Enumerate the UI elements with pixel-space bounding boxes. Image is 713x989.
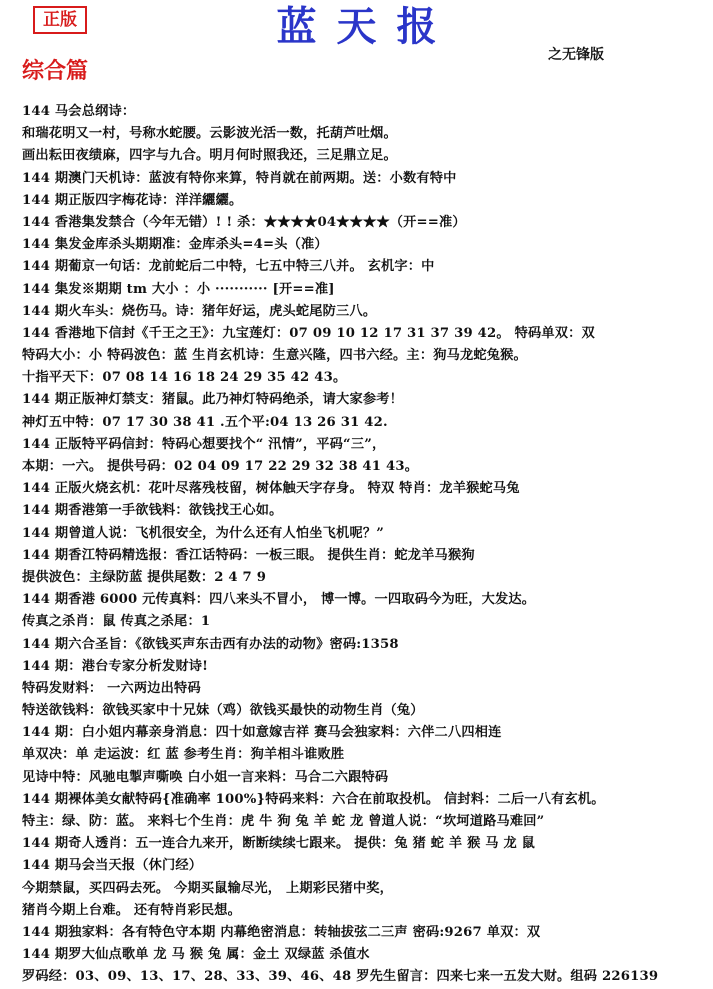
section-heading: 综合篇 [22,59,89,84]
text-line: 144 马会总纲诗： [22,104,136,119]
text-line: 144 期火车头：烧伤马。诗：猪年好运，虎头蛇尾防三八。 [22,303,377,319]
page-title: 蓝天报 [276,3,457,50]
text-line: 144 期奇人透肖：五一连合九来开，断断续续七跟来。 提供：兔 猪 蛇 羊 猴 马 龙 鼠 [22,836,536,852]
text-line: 144 期：港台专家分析发财诗! [22,658,209,674]
text-line: 144 期正版四字梅花诗：洋洋纚纚。 [22,192,243,208]
text-line: 今期禁鼠，买四码去死。 今期买鼠输尽光， 上期彩民猪中奖， [22,880,394,896]
text-line: 特码大小：小 特码波色：蓝 生肖玄机诗：生意兴隆，四书六经。主：狗马龙蛇兔猴。 [22,348,527,364]
text-line: 十指平天下：07 08 14 16 18 24 29 35 42 43。 [22,370,347,386]
text-line: 特送欲钱料：欲钱买家中十兄妹（鸡）欲钱买最快的动物生肖（兔） [22,703,424,719]
text-line: 见诗中特：风驰电掣声嘶唤 白小姐一言来料：马合二六跟特码 [22,769,389,785]
text-line: 提供波色：主绿防蓝 提供尾数：2 4 7 9 [22,569,267,585]
text-line: 144 期六合圣旨：《欲钱买声东击西有办法的动物》密码:1358 [22,636,399,652]
text-line: 神灯五中特：07 17 30 38 41 .五个平:04 13 26 31 42. [22,414,388,430]
text-line: 猪肖今期上台难。 还有特肖彩民想。 [22,902,241,918]
text-line: 144 正版特平码信封：特码心想要找个“ 汛情”，平码“三”， [22,436,386,452]
edition-subtitle: 之无锋版 [548,47,604,63]
text-line: 罗码经：03、09、13、17、28、33、39、46、48 罗先生留言：四来七来一五发大财。组码 226139 [22,969,659,985]
text-line: 144 期香江特码精选报：香江话特码：一板三眼。 提供生肖：蛇龙羊马猴狗 [22,547,475,563]
text-line: 和瑞花明又一村，号称水蛇腰。云影波光活一数，托葫芦吐烟。 [22,126,397,142]
text-line: 单双决：单 走运波：红 蓝 参考生肖：狗羊相斗谁败胜 [22,747,345,763]
text-line: 144 期正版神灯禁支：猪鼠。此乃神灯特码绝杀，请大家参考！ [22,392,403,408]
text-line: 144 期裸体美女献特码{准确率 100%}特码来料：六合在前取投机。 信封料：二后一八有玄机。 [22,791,605,807]
text-line: 144 期葡京一句话：龙前蛇后二中特，七五中特三八并。 玄机字：中 [22,259,435,275]
text-line: 144 期香港第一手欲钱料：欲钱找王心如。 [22,503,283,519]
text-line: 特主：绿、防：蓝。 来料七个生肖：虎 牛 狗 兔 羊 蛇 龙 曾道人说：“坎坷道路马难回” [22,814,545,829]
text-line: 144 期香港 6000 元传真料：四八来头不冒小， 博一博。一四取码今为旺，大发达。 [22,592,536,608]
authentic-badge: 正版 [33,6,87,34]
text-line: 画出耘田夜绩麻，四字与九合。明月何时照我还，三足鼎立足。 [22,148,397,164]
text-line: 144 香港集发禁合（今年无错）! ! 杀：★★★★04★★★★（开==准） [22,214,466,230]
document-body [22,101,706,989]
text-line: 144 期独家料：各有特色守本期 内幕绝密消息：转轴拔弦二三声 密码:9267 单双：双 [22,924,541,940]
text-line: 144 期曾道人说：飞机很安全，为什么还有人怕坐飞机呢？” [22,525,385,541]
text-line: 传真之杀肖：鼠 传真之杀尾：1 [22,614,211,630]
text-line: 144 期罗大仙点歌单 龙 马 猴 兔 属：金土 双绿蓝 杀值水 [22,947,370,963]
text-line: 144 期：白小姐内幕亲身消息：四十如意嫁吉祥 赛马会独家料：六伴二八四相连 [22,725,502,741]
text-line: 144 期马会当天报（休门经） [22,858,203,874]
text-line: 本期：一六。 提供号码：02 04 09 17 22 29 32 38 41 43。 [22,459,419,474]
text-line: 144 集发※期期 tm 大小 ：小 ··········· [开==准] [22,281,335,297]
text-line: 144 期澳门天机诗：蓝波有特你来算，特肖就在前两期。送：小数有特中 [22,170,457,186]
text-line: 144 香港地下信封《千王之王》：九宝莲灯：07 09 10 12 17 31 37 39 42。 特码单双：双 [22,325,595,341]
text-line: 144 集发金库杀头期期准：金库杀头=4=头（准） [22,237,328,253]
text-line: 特码发财料： 一六两边出特码 [22,680,201,696]
text-line: 144 正版火烧玄机：花叶尽落残枝留，树体触天字存身。 特双 特肖：龙羊猴蛇马兔 [22,481,520,497]
